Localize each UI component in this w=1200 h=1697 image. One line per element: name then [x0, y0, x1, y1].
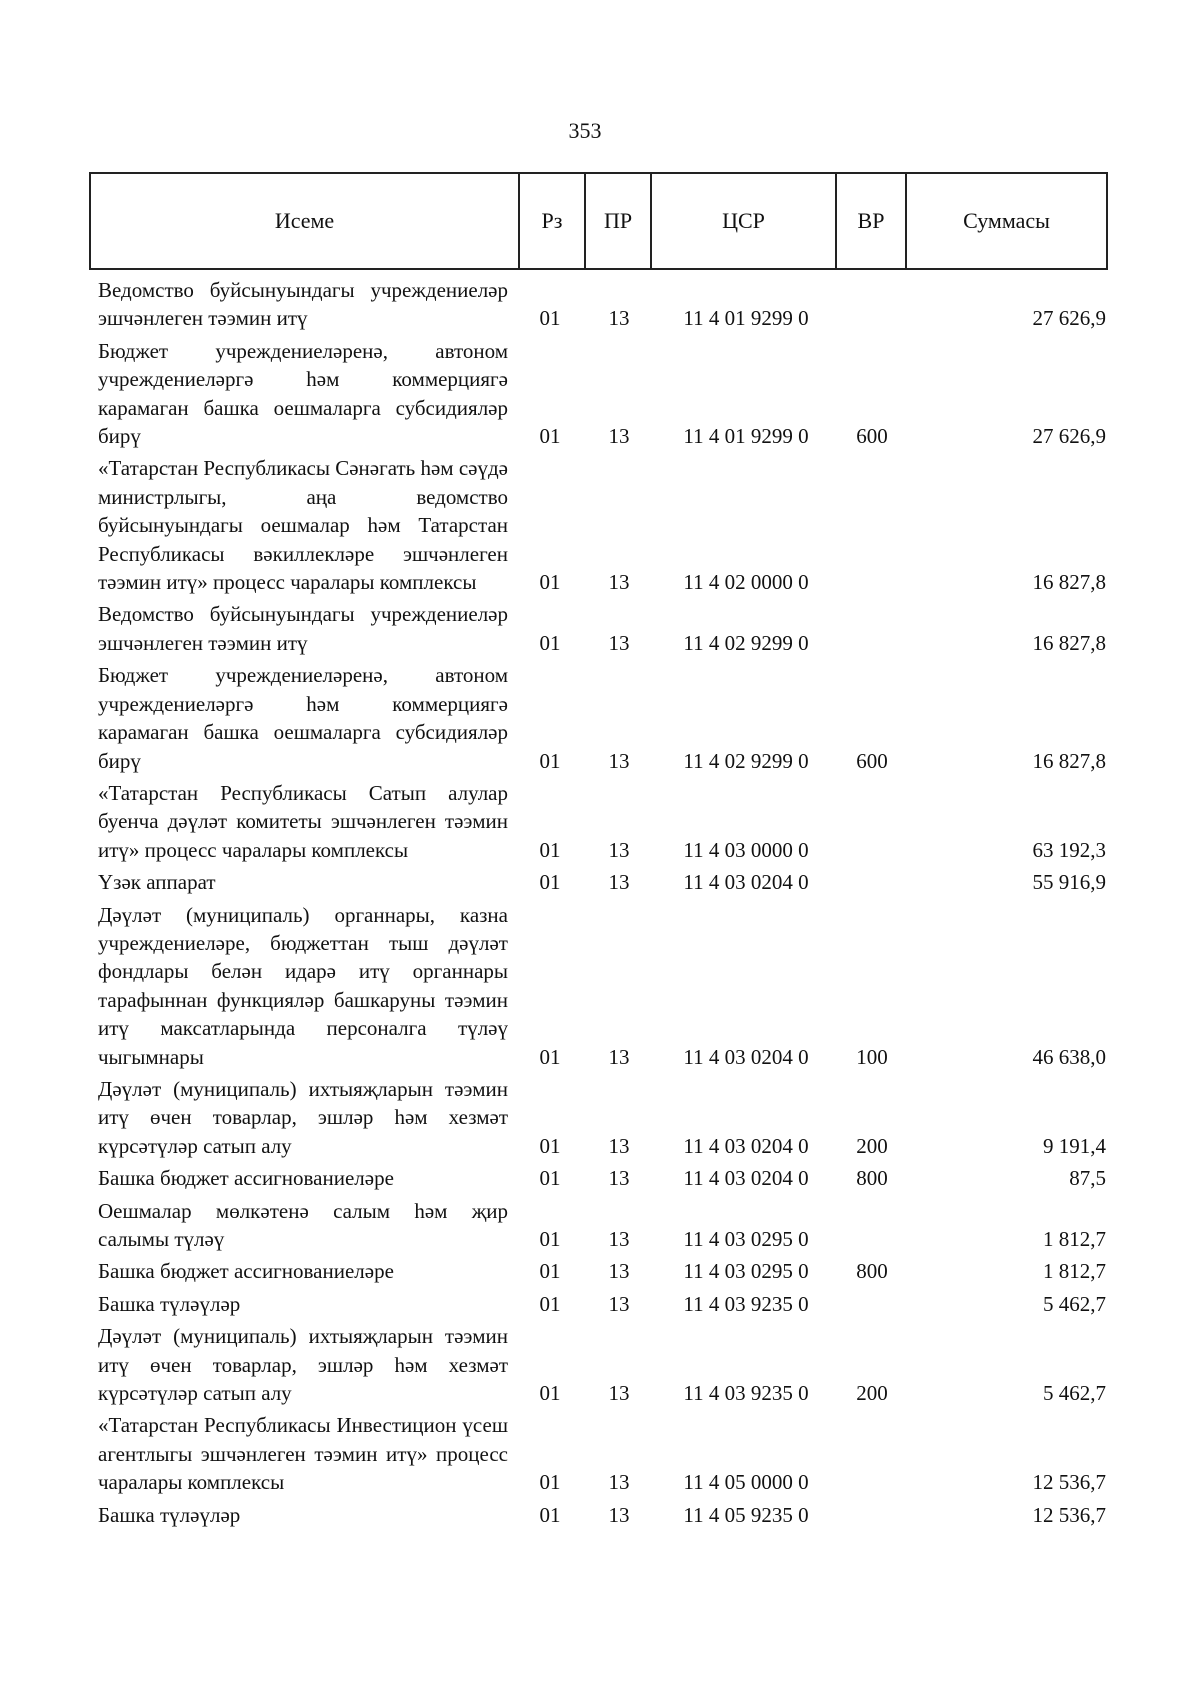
row-name: Башка бюджет ассигнованиеләре [98, 1166, 394, 1191]
table-body [98, 276, 1110, 1533]
table-row [98, 901, 1110, 1071]
row-sum: 63 192,3 [1032, 837, 1106, 862]
row-vr: 200 [856, 1381, 888, 1406]
row-sum: 16 827,8 [1032, 570, 1106, 595]
row-vr: 100 [856, 1044, 888, 1069]
row-sum: 16 827,8 [1032, 748, 1106, 773]
row-sum: 1 812,7 [1043, 1259, 1106, 1284]
row-rz: 01 [539, 1133, 561, 1158]
row-sum: 5 462,7 [1043, 1381, 1106, 1406]
row-pr: 13 [608, 1166, 630, 1191]
row-sum: 27 626,9 [1032, 424, 1106, 449]
table-row [98, 1411, 1110, 1496]
table-row [98, 276, 1110, 333]
row-sum: 1 812,7 [1043, 1227, 1106, 1251]
row-name: «Татарстан Республикасы Инвестицион үсеш агентлыгы эшчәнлеген тәэмин итү» процесс чаралары комплексы [98, 1413, 508, 1495]
header-sum: Суммасы [963, 208, 1050, 233]
row-pr: 13 [608, 1259, 630, 1284]
page-number: 353 [568, 118, 602, 143]
row-pr: 13 [608, 570, 630, 595]
table-row [98, 337, 1110, 451]
table-row [98, 1290, 1110, 1318]
row-rz: 01 [539, 1291, 561, 1316]
row-name: Башка түләүләр [98, 1502, 241, 1527]
row-name: Башка түләүләр [98, 1291, 241, 1316]
row-rz: 01 [539, 306, 561, 331]
row-rz: 01 [539, 1166, 561, 1191]
table-row [98, 868, 1110, 896]
row-vr: 800 [856, 1259, 888, 1284]
row-name: Дәүләт (муниципаль) ихтыяҗларын тәэмин итү өчен товарлар, эшләр һәм хезмәт күрсәтүләр сатып алу [98, 1076, 508, 1158]
row-csr: 11 4 03 9235 0 [683, 1381, 809, 1406]
row-name: Ведомство буйсынуындагы учреждениеләр эшчәнлеген тәэмин итү [98, 278, 508, 331]
row-pr: 13 [608, 748, 630, 773]
row-name: Ведомство буйсынуындагы учреждениеләр эшчәнлеген тәэмин итү [98, 602, 508, 655]
row-pr: 13 [608, 1133, 630, 1158]
table-row [98, 600, 1110, 657]
row-pr: 13 [608, 424, 630, 449]
row-sum: 5 462,7 [1043, 1291, 1106, 1316]
row-rz: 01 [539, 424, 561, 449]
row-rz: 01 [539, 1502, 561, 1527]
row-sum: 12 536,7 [1032, 1502, 1106, 1527]
row-sum: 46 638,0 [1032, 1044, 1106, 1069]
row-csr: 11 4 03 9235 0 [683, 1291, 809, 1316]
table-row [98, 1164, 1110, 1192]
row-rz: 01 [539, 1470, 561, 1495]
row-csr: 11 4 01 9299 0 [683, 424, 809, 449]
row-csr: 11 4 02 0000 0 [683, 570, 809, 595]
row-pr: 13 [608, 870, 630, 895]
row-name: «Татарстан Республикасы Сатып алулар буенча дәүләт комитеты эшчәнлеген тәэмин итү» процесс чаралары комплексы [98, 780, 508, 862]
header-vr: ВР [837, 174, 907, 268]
row-pr: 13 [608, 1227, 630, 1251]
header-pr: ПР [586, 174, 652, 268]
table-row [98, 1197, 1110, 1254]
row-csr: 11 4 02 9299 0 [683, 630, 809, 655]
row-csr: 11 4 03 0295 0 [683, 1259, 809, 1284]
row-pr: 13 [608, 837, 630, 862]
row-rz: 01 [539, 570, 561, 595]
row-rz: 01 [539, 748, 561, 773]
row-name: «Татарстан Республикасы Сәнәгать һәм сәүдә министрлыгы, аңа ведомство буйсынуындагы оешмалар һәм Татарстан Республикасы вәкиллекләре эшчәнлеген тәэмин итү» процесс чаралары комплексы [98, 456, 508, 595]
row-rz: 01 [539, 1259, 561, 1284]
row-csr: 11 4 05 0000 0 [683, 1470, 809, 1495]
row-pr: 13 [608, 1044, 630, 1069]
row-name: Бюджет учреждениеләренә, автоном учреждениеләргә һәм коммерциягә карамаган башка оешмаларга субсидияләр бирү [98, 338, 508, 449]
table-row [98, 1075, 1110, 1160]
header-name: Исеме [91, 174, 520, 268]
row-name: Дәүләт (муниципаль) органнары, казна учреждениеләре, бюджеттан тыш дәүләт фондлары белән идарә итү органнары тарафыннан функцияләр башкаруны тәэмин итү максатларында персоналга түләү чыгымнары [98, 902, 508, 1069]
row-pr: 13 [608, 1502, 630, 1527]
row-pr: 13 [608, 630, 630, 655]
row-sum: 27 626,9 [1032, 306, 1106, 331]
row-vr: 600 [856, 424, 888, 449]
row-rz: 01 [539, 837, 561, 862]
table-row [98, 1501, 1110, 1529]
row-rz: 01 [539, 1044, 561, 1069]
row-sum: 87,5 [1069, 1166, 1106, 1191]
row-pr: 13 [608, 1470, 630, 1495]
row-csr: 11 4 03 0204 0 [683, 1044, 809, 1069]
row-csr: 11 4 01 9299 0 [683, 306, 809, 331]
table-row [98, 1322, 1110, 1407]
row-csr: 11 4 03 0204 0 [683, 1166, 809, 1191]
row-sum: 12 536,7 [1032, 1470, 1106, 1495]
table-header [89, 172, 1108, 270]
row-sum: 55 916,9 [1032, 870, 1106, 895]
row-csr: 11 4 03 0204 0 [683, 1133, 809, 1158]
table-row [98, 779, 1110, 864]
row-rz: 01 [539, 630, 561, 655]
header-csr: ЦСР [652, 174, 837, 268]
row-csr: 11 4 05 9235 0 [683, 1502, 809, 1527]
row-csr: 11 4 03 0204 0 [683, 870, 809, 895]
row-pr: 13 [608, 1291, 630, 1316]
row-pr: 13 [608, 306, 630, 331]
row-pr: 13 [608, 1381, 630, 1406]
row-csr: 11 4 02 9299 0 [683, 748, 809, 773]
header-rz: Рз [520, 174, 586, 268]
row-name: Башка бюджет ассигнованиеләре [98, 1259, 394, 1284]
row-name: Дәүләт (муниципаль) ихтыяҗларын тәэмин итү өчен товарлар, эшләр һәм хезмәт күрсәтүләр сатып алу [98, 1324, 508, 1406]
row-csr: 11 4 03 0000 0 [683, 837, 809, 862]
row-rz: 01 [539, 1227, 561, 1251]
row-sum: 16 827,8 [1032, 630, 1106, 655]
row-name: Бюджет учреждениеләренә, автоном учреждениеләргә һәм коммерциягә карамаган башка оешмаларга субсидияләр бирү [98, 663, 508, 773]
row-rz: 01 [539, 1381, 561, 1406]
row-name: Үзәк аппарат [98, 870, 216, 895]
row-csr: 11 4 03 0295 0 [683, 1227, 809, 1251]
row-vr: 600 [856, 748, 888, 773]
table-row [98, 454, 1110, 596]
row-name: Оешмалар мөлкәтенә салым һәм җир салымы түләү [98, 1198, 508, 1251]
row-sum: 9 191,4 [1043, 1133, 1106, 1158]
row-vr: 200 [856, 1133, 888, 1158]
row-rz: 01 [539, 870, 561, 895]
row-vr: 800 [856, 1166, 888, 1191]
table-row [98, 661, 1110, 775]
table-row [98, 1257, 1110, 1285]
